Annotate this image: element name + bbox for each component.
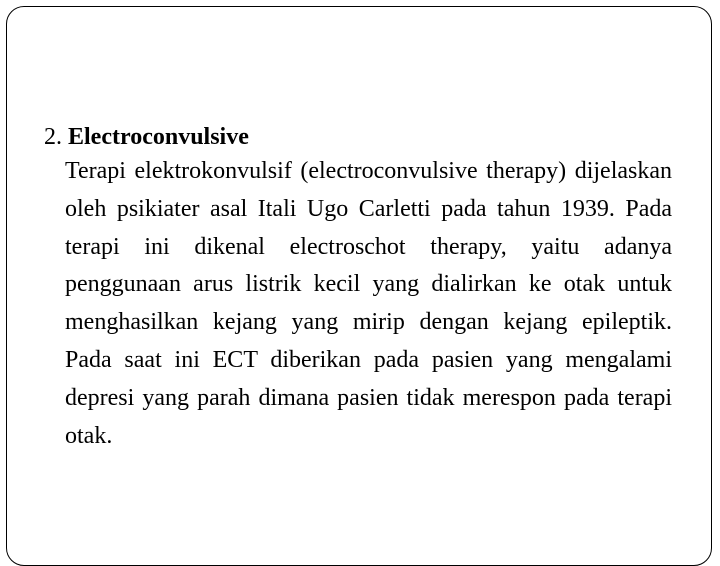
section-paragraph: Terapi elektrokonvulsif (electroconvulsive therapy) dijelaskan oleh psikiater asal Itali Ugo Carletti pada tahun 1939. Pada terapi ini dikenal electroschot therapy, yaitu adanya penggunaan arus listrik kecil yang dialirkan ke otak untuk menghasilkan kejang yang mirip dengan kejang epileptik. Pada saat ini ECT diberikan pada pasien yang mengalami depresi yang parah dimana pasien tidak merespon pada terapi otak.	[65, 158, 672, 449]
slide-content	[44, 121, 672, 455]
section-heading	[44, 121, 672, 153]
section-number: 2.	[44, 124, 62, 150]
section-title: Electroconvulsive	[68, 124, 249, 150]
